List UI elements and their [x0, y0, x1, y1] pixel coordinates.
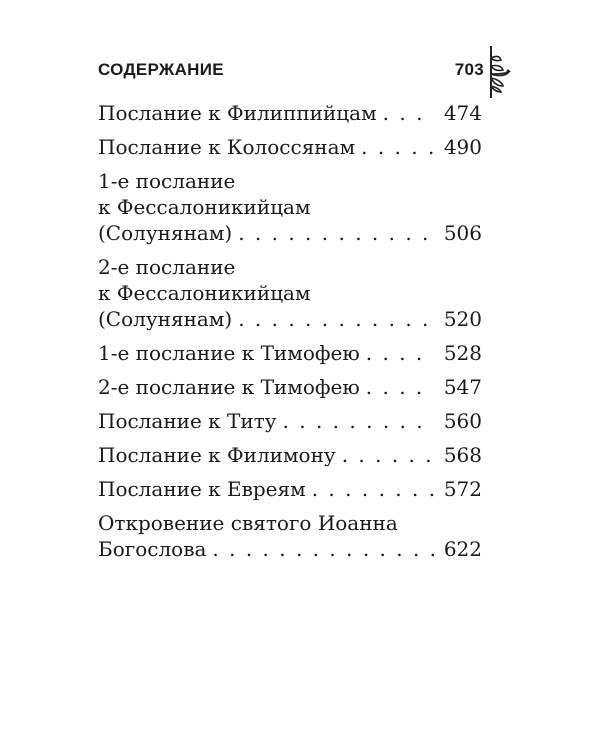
toc-entry-page: 520: [443, 307, 482, 331]
toc-entry: [98, 374, 482, 400]
toc-entry-title: Послание к Колоссянам: [98, 135, 356, 159]
toc-entry: [98, 168, 482, 246]
toc-entry-title: к Фессалоникийцам: [98, 281, 311, 305]
toc-entry: [98, 134, 482, 160]
toc-entry-title: 2-е послание к Тимофею: [98, 375, 360, 399]
toc-entry-page: 568: [443, 443, 482, 467]
toc-entry: [98, 254, 482, 332]
dot-leader: [312, 476, 434, 502]
toc-entry-last-line: [98, 374, 482, 400]
toc-entry-page: 474: [443, 101, 482, 125]
toc-entry: [98, 408, 482, 434]
toc-entry: [98, 100, 482, 126]
dot-leader: [361, 134, 434, 160]
toc-entry-last-line: [98, 340, 482, 366]
toc-entry-last-line: [98, 134, 482, 160]
dot-leader: [342, 442, 434, 468]
toc-entry-page: 506: [443, 221, 482, 245]
toc-entry-title: Откровение святого Иоанна: [98, 511, 398, 535]
toc-entry-last-line: [98, 220, 482, 246]
toc-entry-page: 622: [443, 537, 482, 561]
dot-leader: [212, 536, 434, 562]
toc-entry-last-line: [98, 306, 482, 332]
toc-entry: [98, 340, 482, 366]
dot-leader: [238, 306, 434, 332]
dot-leader: [238, 220, 434, 246]
toc-entry-title: 2-е послание: [98, 255, 236, 279]
toc-entry: [98, 476, 482, 502]
toc-entry-title: (Солунянам): [98, 221, 233, 245]
toc-entry-last-line: [98, 536, 482, 562]
toc-entry-title: 1-е послание к Тимофею: [98, 341, 360, 365]
dot-leader: [383, 100, 434, 126]
toc-entry-last-line: [98, 408, 482, 434]
toc-entry-page: 490: [443, 135, 482, 159]
dot-leader: [366, 340, 434, 366]
toc-entry-page: 547: [443, 375, 482, 399]
page-number: 703: [454, 60, 484, 79]
dot-leader: [366, 374, 434, 400]
toc-entry-page: 572: [443, 477, 482, 501]
toc-entry: [98, 510, 482, 562]
toc-entry-title: 1-е послание: [98, 169, 236, 193]
toc-entry-title: Послание к Евреям: [98, 477, 306, 501]
toc-entry-page: 528: [443, 341, 482, 365]
ornament-icon: [488, 44, 512, 100]
toc-entry-title: Послание к Филимону: [98, 443, 336, 467]
table-of-contents: [98, 100, 482, 570]
toc-entry-title: Богослова: [98, 537, 207, 561]
toc-entry-page: 560: [443, 409, 482, 433]
section-title: СОДЕРЖАНИЕ: [98, 60, 224, 79]
toc-entry: [98, 442, 482, 468]
running-header: [98, 60, 484, 80]
toc-entry-last-line: [98, 442, 482, 468]
toc-entry-last-line: [98, 100, 482, 126]
toc-entry-title: Послание к Филиппийцам: [98, 101, 377, 125]
toc-entry-title: Послание к Титу: [98, 409, 277, 433]
toc-entry-title: к Фессалоникийцам: [98, 195, 311, 219]
toc-entry-title: (Солунянам): [98, 307, 233, 331]
dot-leader: [283, 408, 434, 434]
toc-entry-last-line: [98, 476, 482, 502]
